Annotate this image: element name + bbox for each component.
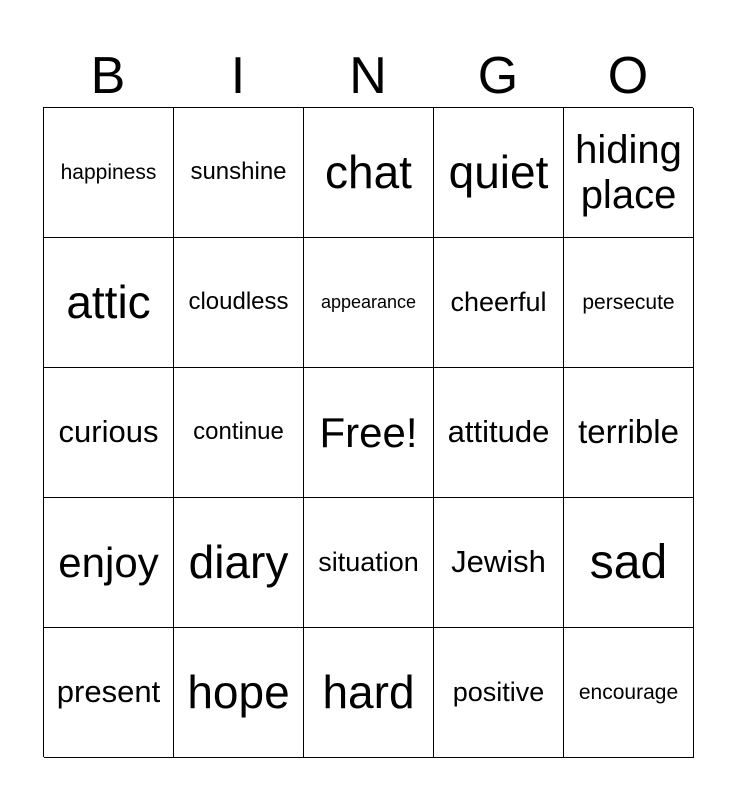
bingo-cell[interactable]: diary: [174, 498, 304, 628]
bingo-cell[interactable]: positive: [434, 628, 564, 758]
bingo-cell[interactable]: hard: [304, 628, 434, 758]
bingo-board: [43, 107, 693, 757]
header-letter-g: G: [477, 47, 519, 105]
bingo-cell[interactable]: hope: [174, 628, 304, 758]
bingo-free-space[interactable]: Free!: [304, 368, 434, 498]
bingo-cell[interactable]: continue: [174, 368, 304, 498]
bingo-cell[interactable]: enjoy: [44, 498, 174, 628]
bingo-cell[interactable]: present: [44, 628, 174, 758]
header-letter-i: I: [230, 47, 246, 105]
bingo-cell[interactable]: Jewish: [434, 498, 564, 628]
bingo-cell[interactable]: chat: [304, 108, 434, 238]
bingo-cell[interactable]: persecute: [564, 238, 694, 368]
bingo-cell[interactable]: happiness: [44, 108, 174, 238]
header-letter-o: O: [607, 47, 649, 105]
bingo-header: [43, 44, 693, 108]
bingo-cell[interactable]: attitude: [434, 368, 564, 498]
bingo-cell[interactable]: cloudless: [174, 238, 304, 368]
bingo-cell[interactable]: situation: [304, 498, 434, 628]
bingo-cell[interactable]: curious: [44, 368, 174, 498]
bingo-cell[interactable]: sunshine: [174, 108, 304, 238]
bingo-cell[interactable]: terrible: [564, 368, 694, 498]
bingo-cell[interactable]: appearance: [304, 238, 434, 368]
bingo-cell[interactable]: encourage: [564, 628, 694, 758]
bingo-cell[interactable]: attic: [44, 238, 174, 368]
bingo-cell[interactable]: hiding place: [564, 108, 694, 238]
bingo-cell[interactable]: cheerful: [434, 238, 564, 368]
header-letter-n: N: [349, 47, 387, 105]
bingo-cell[interactable]: sad: [564, 498, 694, 628]
bingo-cell[interactable]: quiet: [434, 108, 564, 238]
header-letter-b: B: [90, 47, 126, 105]
